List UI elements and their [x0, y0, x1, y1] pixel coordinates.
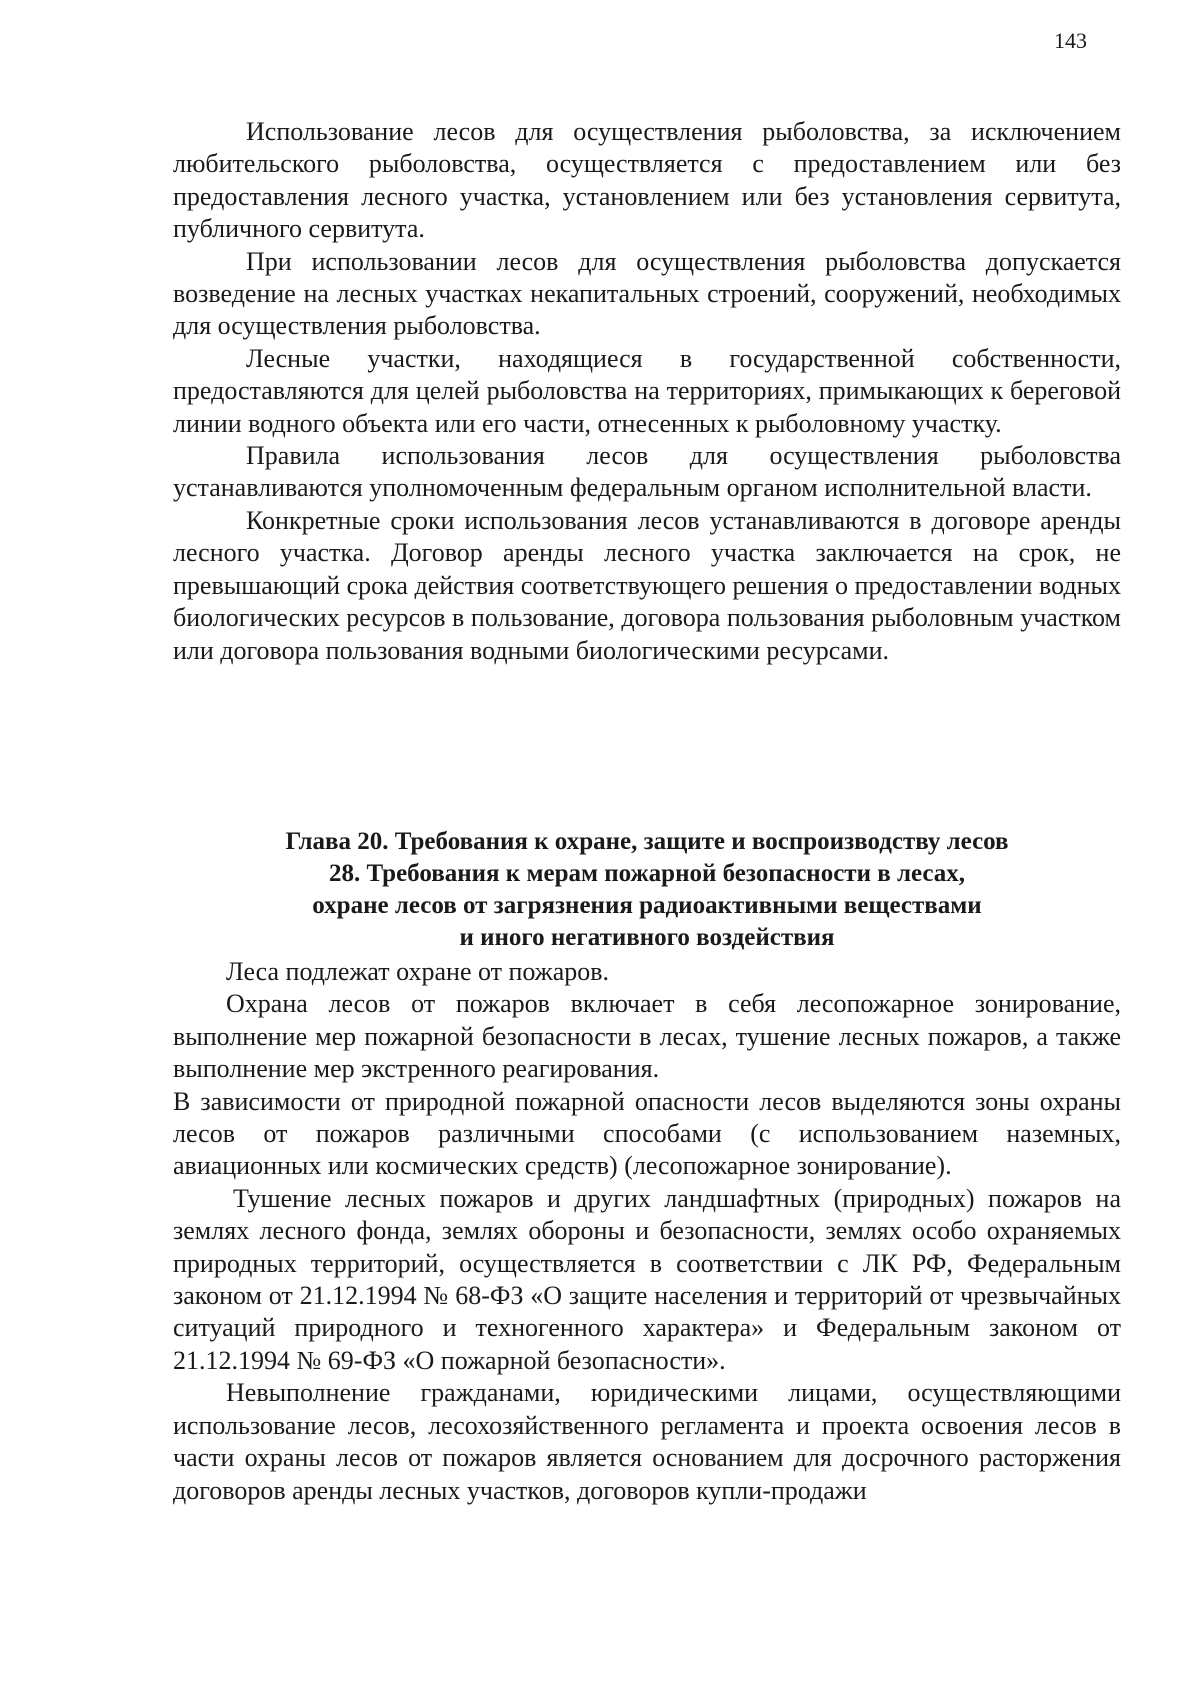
section-title-line: охране лесов от загрязнения радиоактивными веществами	[312, 892, 982, 919]
paragraph: Правила использования лесов для осуществления рыболовства устанавливаются уполномоченным федеральным органом исполнительной власти.	[173, 441, 1121, 503]
chapter-heading-block	[173, 826, 1121, 954]
chapter-title: Глава 20. Требования к охране, защите и воспроизводству лесов	[285, 828, 1009, 855]
section-title-line: и иного негативного воздействия	[459, 924, 835, 951]
paragraph: Конкретные сроки использования лесов устанавливаются в договоре аренды лесного участка. Договор аренды лесного участка заключается на срок, не превышающий срока действия соответствующего решения о предоставлении водных биологических ресурсов в пользование, договора пользования рыболовным участком или договора пользования водными биологическими ресурсами.	[173, 505, 1121, 665]
paragraph: При использовании лесов для осуществления рыболовства допускается возведение на лесных участках некапитальных строений, сооружений, необходимых для осуществления рыболовства.	[173, 246, 1121, 341]
paragraph: В зависимости от природной пожарной опасности лесов выделяются зоны охраны лесов от пожаров различными способами (с использованием наземных, авиационных или космических средств) (лесопожарное зонирование).	[173, 1086, 1121, 1181]
paragraph: Невыполнение гражданами, юридическими лицами, осуществляющими использование лесов, лесохозяйственного регламента и проекта освоения лесов в части охраны лесов от пожаров является основанием для досрочного расторжения договоров аренды лесных участков, договоров купли-продажи	[173, 1378, 1121, 1505]
paragraph: Леса подлежат охране от пожаров.	[226, 957, 610, 986]
section-title-line: 28. Требования к мерам пожарной безопасности в лесах,	[328, 860, 966, 887]
paragraph: Охрана лесов от пожаров включает в себя лесопожарное зонирование, выполнение мер пожарной безопасности в лесах, тушение лесных пожаров, а также выполнение мер экстренного реагирования.	[173, 989, 1121, 1084]
paragraph: Лесные участки, находящиеся в государственной собственности, предоставляются для целей рыболовства на территориях, примыкающих к береговой линии водного объекта или его части, отнесенных к рыболовному участку.	[173, 343, 1121, 438]
fire-safety-section	[173, 956, 1121, 1507]
paragraph: Тушение лесных пожаров и других ландшафтных (природных) пожаров на землях лесного фонда, землях обороны и безопасности, землях особо охраняемых природных территорий, осуществляется в соответствии с ЛК РФ, Федеральным законом от 21.12.1994 № 68-ФЗ «О защите населения и территорий от чрезвычайных ситуаций природного и техногенного характера» и Федеральным законом от 21.12.1994 № 69-ФЗ «О пожарной безопасности».	[173, 1183, 1121, 1375]
page-number: 143	[1054, 28, 1087, 53]
paragraph: Использование лесов для осуществления рыболовства, за исключением любительского рыболовства, осуществляется с предоставлением или без предоставления лесного участка, установлением или без установления сервитута, публичного сервитута.	[173, 117, 1121, 244]
fishing-use-section	[173, 116, 1121, 667]
